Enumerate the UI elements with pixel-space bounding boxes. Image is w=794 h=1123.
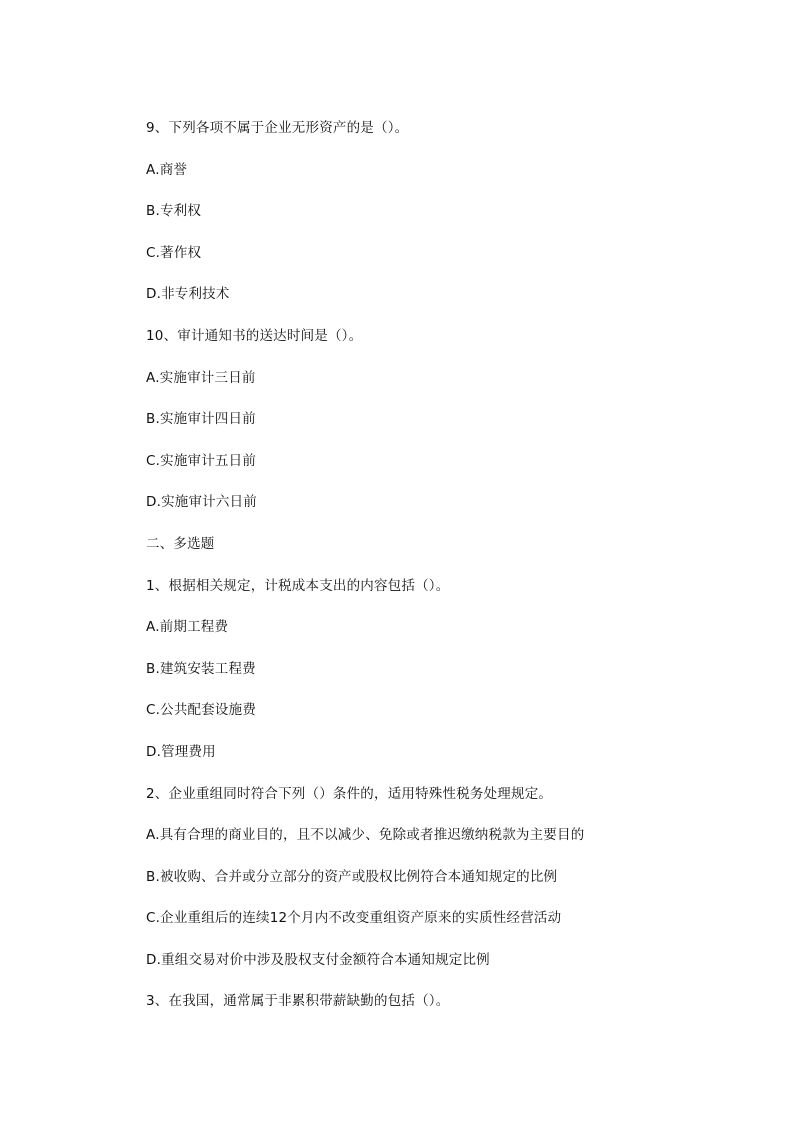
question-10: 10、审计通知书的送达时间是（）。 xyxy=(146,327,363,344)
question-9-option-d: D.非专利技术 xyxy=(146,286,230,303)
question-10-option-b: B.实施审计四日前 xyxy=(146,411,256,428)
question-9: 9、下列各项不属于企业无形资产的是（）。 xyxy=(146,120,409,136)
question-9-option-a: A.商誉 xyxy=(146,161,188,178)
multi-question-1-option-b: B.建筑安装工程费 xyxy=(146,660,256,677)
multi-question-1: 1、根据相关规定，计税成本支出的内容包括（）。 xyxy=(146,577,450,594)
question-9-option-b: B.专利权 xyxy=(146,203,202,220)
multi-question-2-option-d: D.重组交易对价中涉及股权支付金额符合本通知规定比例 xyxy=(146,951,490,968)
section-heading-multiple-choice: 二、多选题 xyxy=(146,535,215,552)
document-body xyxy=(146,118,766,1033)
multi-question-2: 2、企业重组同时符合下列（）条件的，适用特殊性税务处理规定。 xyxy=(146,785,553,802)
multi-question-2-option-a: A.具有合理的商业目的，且不以减少、免除或者推迟缴纳税款为主要目的 xyxy=(146,827,585,844)
multi-question-1-option-d: D.管理费用 xyxy=(146,743,216,760)
multi-question-1-option-c: C.公共配套设施费 xyxy=(146,702,257,719)
multi-question-3: 3、在我国，通常属于非累积带薪缺勤的包括（）。 xyxy=(146,993,450,1010)
multi-question-2-option-c: C.企业重组后的连续12个月内不改变重组资产原来的实质性经营活动 xyxy=(146,910,562,927)
question-10-option-d: D.实施审计六日前 xyxy=(146,494,257,511)
question-10-option-c: C.实施审计五日前 xyxy=(146,452,257,469)
question-9-option-c: C.著作权 xyxy=(146,244,202,261)
multi-question-2-option-b: B.被收购、合并或分立部分的资产或股权比例符合本通知规定的比例 xyxy=(146,868,558,885)
multi-question-1-option-a: A.前期工程费 xyxy=(146,619,229,636)
question-10-option-a: A.实施审计三日前 xyxy=(146,369,256,386)
